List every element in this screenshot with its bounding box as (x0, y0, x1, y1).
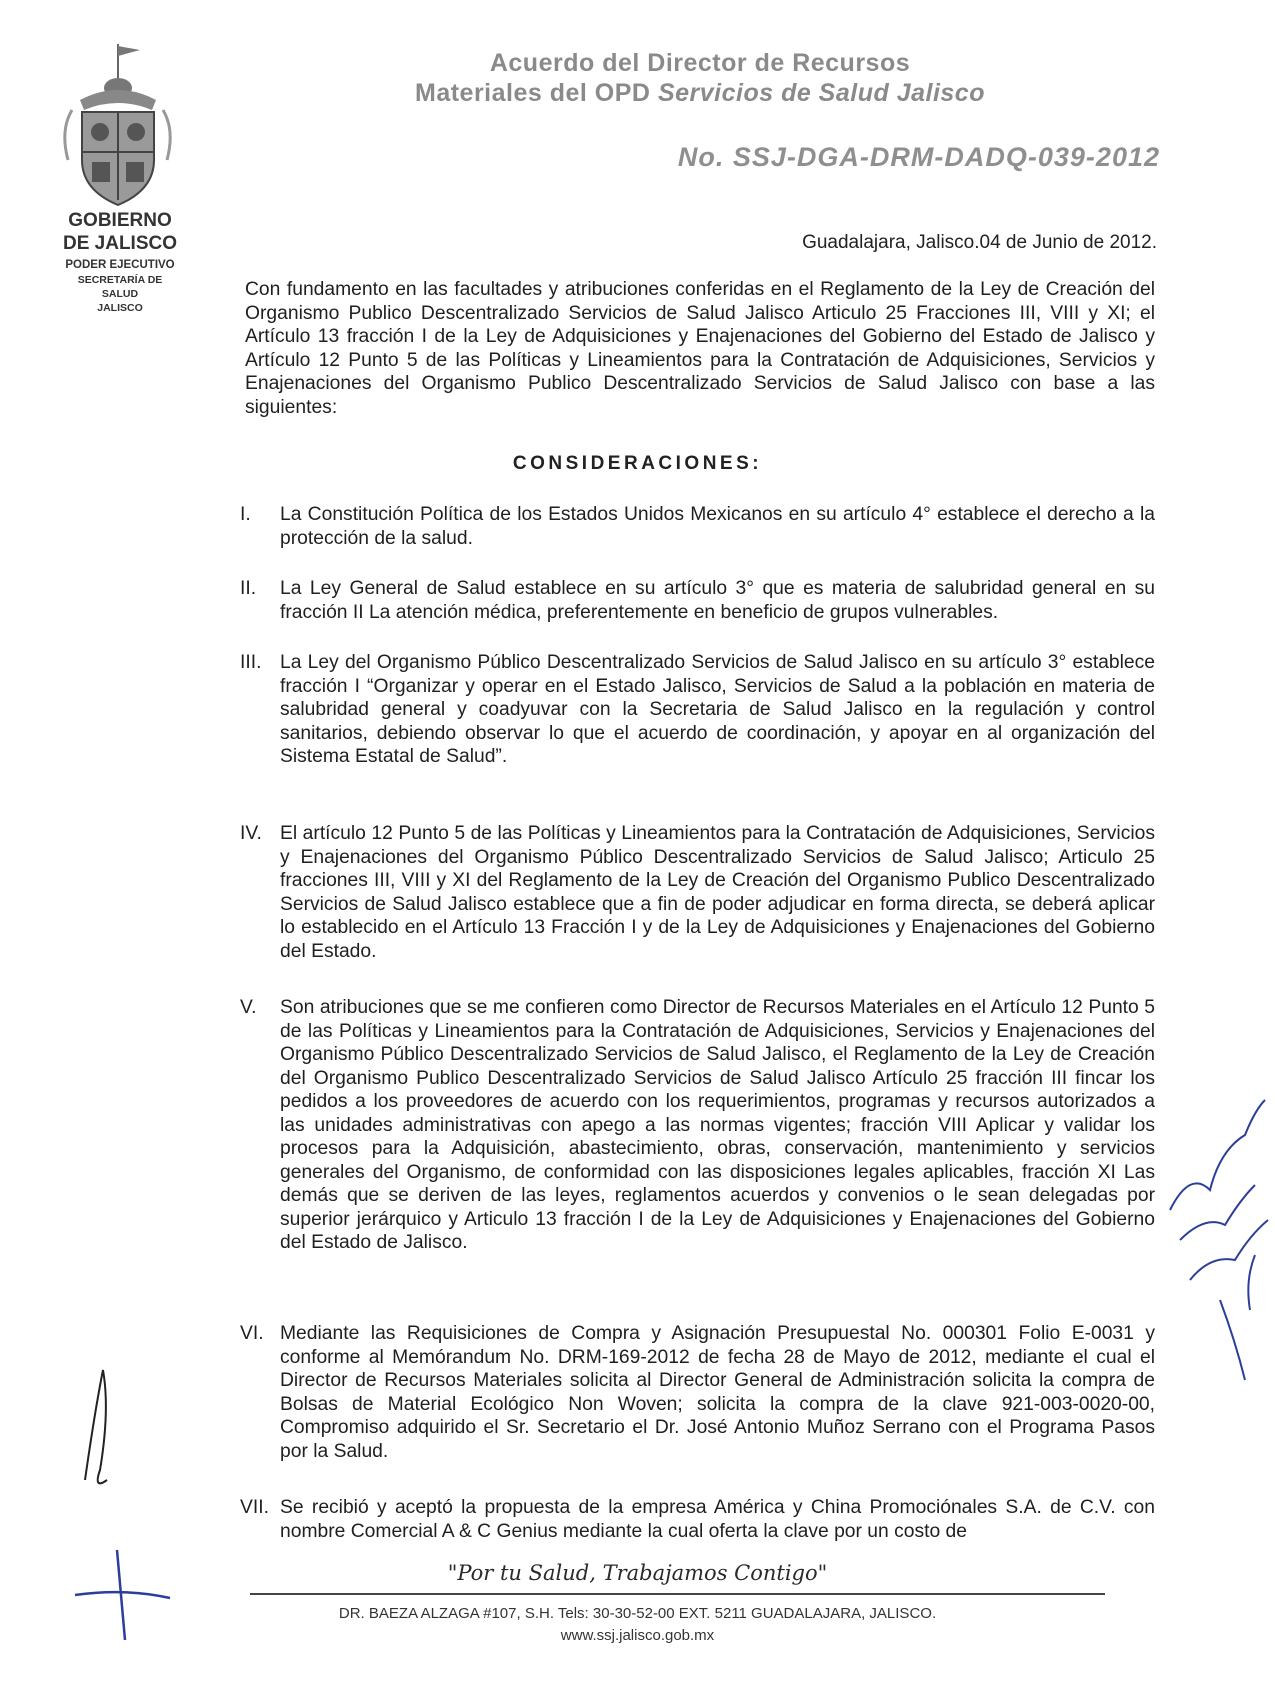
gov-line-6: JALISCO (97, 302, 143, 314)
item-number: V. (240, 997, 257, 1018)
title-line-2-prefix: Materiales del OPD (415, 79, 658, 107)
handwritten-signature-icon (55, 1350, 175, 1670)
item-number: II. (240, 578, 257, 599)
section-heading: CONSIDERACIONES: (512, 453, 763, 474)
gov-line-2: DE JALISCO (62, 233, 178, 254)
item-text: Mediante las Requisiciones de Compra y Asignación Presupuestal No. 000301 Folio E-0031 y conforme al Memórandum No. DRM-169-2012 de fecha 28 de Mayo de 2012, mediante el cual el Director de Recursos Materiales solicita al Director General de Administración solicita la compra de Bolsas de Material Ecológico Non Woven; solicita la compra de la clave 921-003-0020-00, Compromiso adquirido el Sr. Secretario el Dr. José Antonio Muñoz Serrano con el Programa Pasos por la Salud. (280, 1323, 1155, 1462)
item-number: III. (240, 652, 262, 673)
intro-paragraph: Con fundamento en las facultades y atribuciones conferidas en el Reglamento de la Ley de Creación del Organismo Publico Descentralizado Servicios de Salud Jalisco Articulo 25 Fracciones III, VIII y XI; el Artículo 13 fracción I de la Ley de Adquisiciones y Enajenaciones del Gobierno del Estado de Jalisco y Artículo 12 Punto 5 de las Políticas y Lineamientos para la Contratación de Adquisiciones, Servicios y Enajenaciones del Organismo Publico Descentralizado Servicios de Salud Jalisco con base a las siguientes: (245, 279, 1155, 418)
item-text: El artículo 12 Punto 5 de las Políticas y Lineamientos para la Contratación de Adquisiciones, Servicios y Enajenaciones del Organismo Público Descentralizado Servicios de Salud Jalisco; Articulo 25 fracciones III, VIII y XI del Reglamento de la Ley de Creación del Organismo Publico Descentralizado Servicios de Salud Jalisco establece que a fin de poder adjudicar en forma directa, se deberá aplicar lo establecido en el Artículo 13 Fracción I y de la Ley de Adquisiciones y Enajenaciones del Gobierno del Estado. (280, 823, 1155, 962)
item-number: VII. (240, 1497, 269, 1518)
gov-line-1: GOBIERNO (68, 210, 172, 231)
footer-address: DR. BAEZA ALZAGA #107, S.H. Tels: 30-30-52-00 EXT. 5211 GUADALAJARA, JALISCO. (338, 1605, 937, 1622)
handwritten-annotation-icon (1150, 1040, 1275, 1400)
coat-of-arms-icon (60, 40, 175, 215)
document-date: Guadalajara, Jalisco.04 de Junio de 2012. (802, 232, 1157, 253)
item-text: La Ley General de Salud establece en su artículo 3° que es materia de salubridad general en su fracción II La atención médica, preferentemente en beneficio de grupos vulnerables. (280, 578, 1155, 623)
title-line-2 (330, 78, 1070, 108)
item-text: Se recibió y aceptó la propuesta de la empresa América y China Promociónales S.A. de C.V. con nombre Comercial A & C Genius mediante la cual oferta la clave por un costo de (280, 1497, 1155, 1542)
footer-divider (250, 1593, 1105, 1595)
item-text: Son atribuciones que se me confieren como Director de Recursos Materiales en el Artículo 12 Punto 5 de las Políticas y Lineamientos para la Contratación de Adquisiciones, Servicios y Enajenaciones del Organismo Público Descentralizado Servicios de Salud Jalisco, el Reglamento de la Ley de Creación del Organismo Publico Descentralizado Servicios de Salud Jalisco Artículo 25 fracción III fincar los pedidos a los proveedores de acuerdo con los requerimientos, programas y recursos autorizados a las unidades administrativas con apego a las normas vigentes; fracción VIII Aplicar y validar los procesos para la Adquisición, abastecimiento, obras, conservación, mantenimiento y servicios generales del Organismo, de conformidad con las disposiciones legales aplicables, fracción XI Las demás que se deriven de las leyes, reglamentos acuerdos y convenios o le sean delegadas por superior jerárquico y Articulo 13 fracción I de la Ley de Adquisiciones y Enajenaciones del Gobierno del Estado de Jalisco. (280, 997, 1155, 1253)
item-text: La Constitución Política de los Estados Unidos Mexicanos en su artículo 4° establece el derecho a la protección de la salud. (280, 504, 1155, 549)
gov-line-3: PODER EJECUTIVO (65, 259, 175, 271)
footer-website-link[interactable]: www.ssj.jalisco.gob.mx (560, 1627, 715, 1644)
title-line-2-italic: Servicios de Salud Jalisco (657, 79, 985, 107)
gov-line-4: SECRETARÍA DE (77, 274, 163, 286)
government-block (50, 210, 190, 315)
document-number: No. SSJ-DGA-DRM-DADQ-039-2012 (677, 142, 1160, 172)
item-number: IV. (240, 823, 262, 844)
footer-motto: "Por tu Salud, Trabajamos Contigo" (447, 1561, 828, 1585)
item-number: VI. (240, 1323, 264, 1344)
item-text: La Ley del Organismo Público Descentralizado Servicios de Salud Jalisco en su artículo 3° establece fracción I “Organizar y operar en el Estado Jalisco, Servicios de Salud a la población en materia de salubridad general y coadyuvar con la Secretaria de Salud Jalisco en la regulación y control sanitarios, debiendo observar lo que el acuerdo de coordinación, y apoyar en al organización del Sistema Estatal de Salud”. (280, 652, 1155, 767)
title-line-1: Acuerdo del Director de Recursos (489, 49, 911, 77)
document-title (330, 48, 1070, 108)
gov-line-5: SALUD (101, 288, 139, 300)
item-number: I. (240, 504, 251, 525)
